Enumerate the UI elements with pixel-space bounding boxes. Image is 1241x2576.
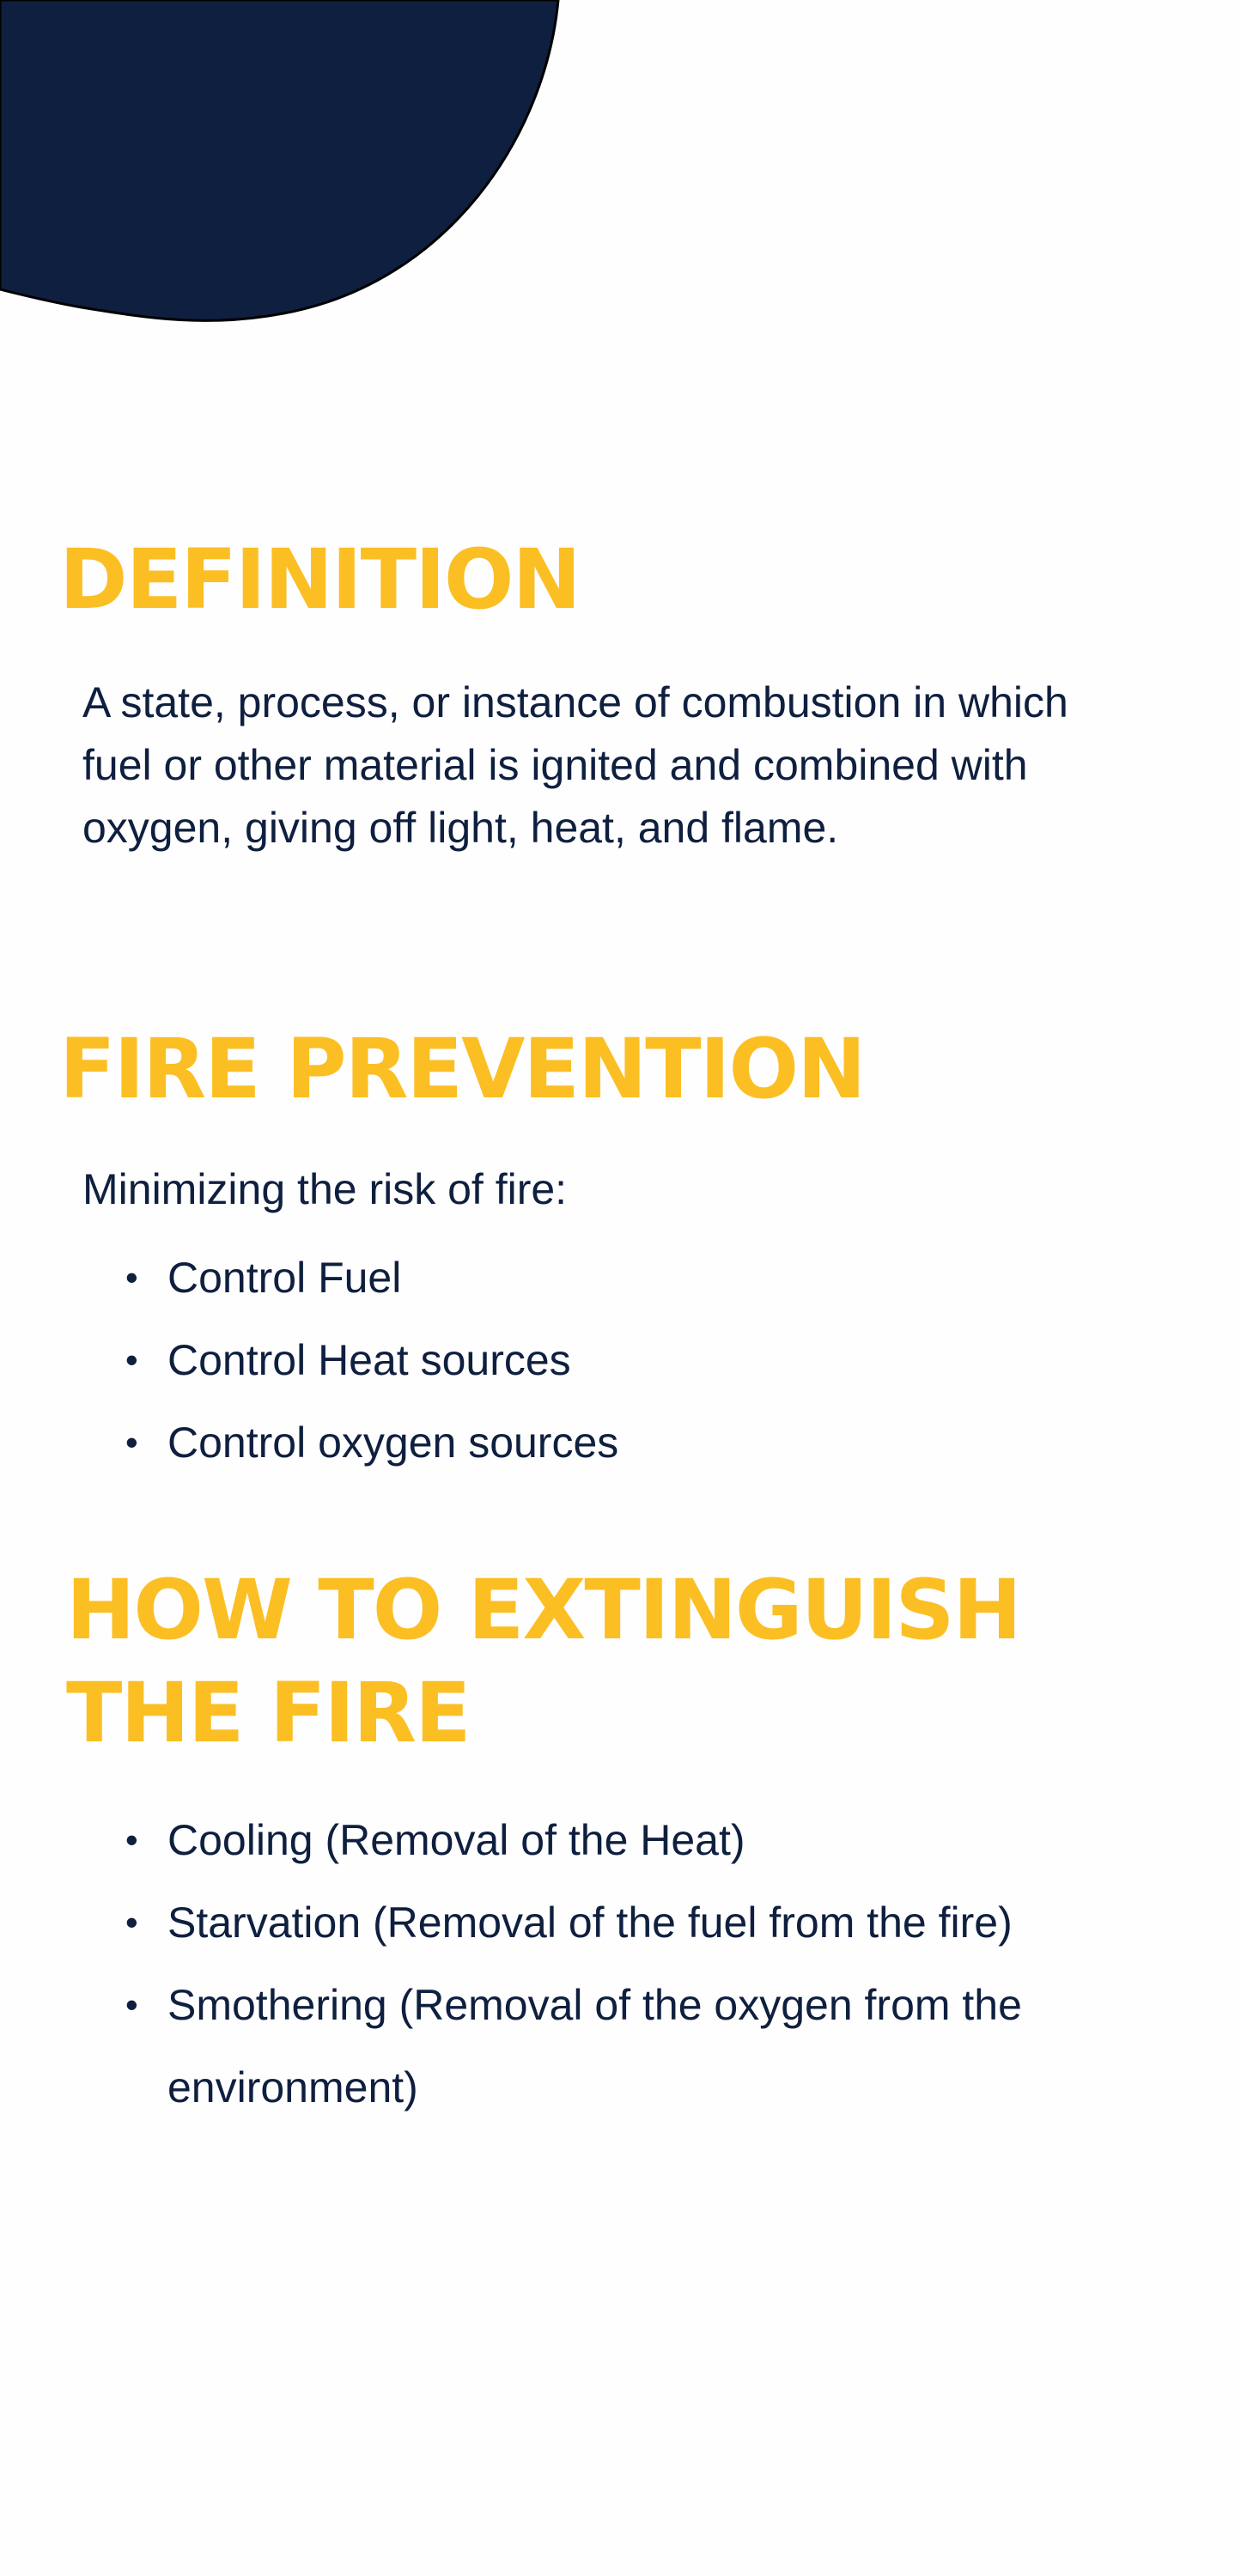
extinguish-heading-line1: HOW TO EXTINGUISH [66,1562,1020,1658]
fire-prevention-heading: FIRE PREVENTION [59,1021,865,1117]
fire-prevention-intro: Minimizing the risk of fire: [82,1165,568,1213]
definition-text: A state, process, or instance of combustion in which fuel or other material is ignited and combined with oxygen, giving off light, heat, and flame. [82,678,1068,852]
extinguish-heading-line2: THE FIRE [66,1665,470,1761]
list-item: • Starvation (Removal of the fuel from the fire) [125,1881,1139,1964]
list-item: • Cooling (Removal of the Heat) [125,1799,1139,1881]
list-item: • Control oxygen sources [125,1401,1156,1484]
definition-heading: DEFINITION [59,532,580,628]
list-item: • Smothering (Removal of the oxygen from the environment) [125,1964,1139,2129]
navy-blob-decoration [0,0,601,343]
list-item: • Control Fuel [125,1236,1156,1319]
extinguish-list [125,1799,1139,2129]
fire-prevention-list [125,1236,1156,1484]
list-item: • Control Heat sources [125,1319,1156,1401]
extinguish-heading [66,1558,1020,1765]
